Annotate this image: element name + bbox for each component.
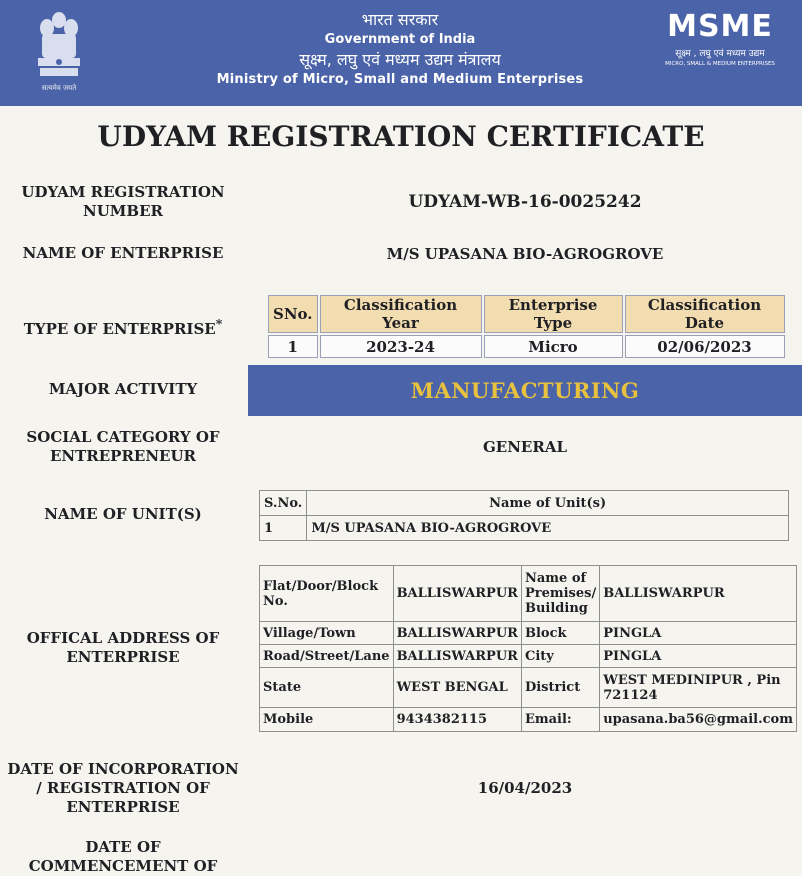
premises-value: BALLISWARPUR xyxy=(600,566,797,622)
type-table-header-row xyxy=(268,295,785,333)
hindi-ministry-text: सूक्ष्म, लघु एवं मध्यम उद्यम मंत्रालय xyxy=(299,50,501,69)
table-row xyxy=(260,668,797,708)
type-header-sno: SNo. xyxy=(268,295,318,333)
govt-text: Government of India xyxy=(324,32,476,47)
table-row xyxy=(260,566,797,622)
certificate-title: UDYAM REGISTRATION CERTIFICATE xyxy=(97,120,705,153)
unit-header-sno: S.No. xyxy=(260,491,307,516)
social-category-value: GENERAL xyxy=(482,438,568,456)
type-label: TYPE OF ENTERPRISE* xyxy=(23,316,223,338)
road-value: BALLISWARPUR xyxy=(393,645,521,668)
premises-label: Name of Premises/ Building xyxy=(521,566,599,622)
email-label: Email: xyxy=(521,708,599,732)
email-value: upasana.ba56@gmail.com xyxy=(600,708,797,732)
mobile-label: Mobile xyxy=(260,708,394,732)
activity-value: MANUFACTURING xyxy=(410,378,640,403)
msme-logo-text: MSME xyxy=(667,9,773,44)
state-value: WEST BENGAL xyxy=(393,668,521,708)
village-label: Village/Town xyxy=(260,622,394,645)
incorporation-label: DATE OF INCORPORATION / REGISTRATION OF ENTERPRISE xyxy=(7,760,239,816)
mobile-value: 9434382115 xyxy=(393,708,521,732)
unit-table xyxy=(259,490,789,541)
type-cell-type: Micro xyxy=(484,335,623,358)
msme-hindi-text: सूक्ष्म , लघु एवं मध्यम उद्यम xyxy=(675,49,765,59)
msme-logo xyxy=(655,9,785,67)
table-row xyxy=(260,645,797,668)
activity-label: MAJOR ACTIVITY xyxy=(48,380,198,398)
city-value: PINGLA xyxy=(600,645,797,668)
ministry-text: Ministry of Micro, Small and Medium Enterprises xyxy=(216,72,584,87)
city-label: City xyxy=(521,645,599,668)
address-label: OFFICAL ADDRESS OF ENTERPRISE xyxy=(26,629,220,666)
unit-header-name: Name of Unit(s) xyxy=(307,491,789,516)
unit-cell-sno: 1 xyxy=(260,516,307,541)
village-value: BALLISWARPUR xyxy=(393,622,521,645)
type-table xyxy=(266,293,787,360)
type-cell-sno: 1 xyxy=(268,335,318,358)
state-label: State xyxy=(260,668,394,708)
block-label: Block xyxy=(521,622,599,645)
name-value: M/S UPASANA BIO-AGROGROVE xyxy=(386,245,664,263)
unit-table-header-row xyxy=(260,491,789,516)
type-header-type: Enterprise Type xyxy=(484,295,623,333)
address-table xyxy=(259,565,797,732)
flat-label: Flat/Door/Block No. xyxy=(260,566,394,622)
flat-value: BALLISWARPUR xyxy=(393,566,521,622)
name-label: NAME OF ENTERPRISE xyxy=(22,244,224,262)
type-asterisk: * xyxy=(215,316,223,331)
district-label: District xyxy=(521,668,599,708)
msme-english-text: MICRO, SMALL & MEDIUM ENTERPRISES xyxy=(665,61,775,67)
type-cell-year: 2023-24 xyxy=(320,335,482,358)
activity-banner xyxy=(248,365,802,416)
units-label: NAME OF UNIT(S) xyxy=(44,505,202,523)
type-cell-date: 02/06/2023 xyxy=(625,335,785,358)
district-value: WEST MEDINIPUR , Pin 721124 xyxy=(600,668,797,708)
type-header-date: Classification Date xyxy=(625,295,785,333)
national-emblem-icon xyxy=(30,10,88,94)
emblem-caption: सत्यमेव जयते xyxy=(41,84,77,92)
block-value: PINGLA xyxy=(600,622,797,645)
table-row xyxy=(260,708,797,732)
commencement-label: DATE OF COMMENCEMENT OF xyxy=(28,838,218,875)
reg-number-value: UDYAM-WB-16-0025242 xyxy=(408,192,642,212)
table-row xyxy=(260,622,797,645)
reg-number-label: UDYAM REGISTRATION NUMBER xyxy=(21,183,225,220)
incorporation-date: 16/04/2023 xyxy=(477,779,573,797)
header-banner xyxy=(0,0,802,106)
table-row xyxy=(268,335,785,358)
road-label: Road/Street/Lane xyxy=(260,645,394,668)
type-header-year: Classification Year xyxy=(320,295,482,333)
hindi-govt-text: भारत सरकार xyxy=(361,10,439,29)
social-category-label: SOCIAL CATEGORY OF ENTREPRENEUR xyxy=(26,428,220,465)
table-row xyxy=(260,516,789,541)
unit-cell-name: M/S UPASANA BIO-AGROGROVE xyxy=(307,516,789,541)
